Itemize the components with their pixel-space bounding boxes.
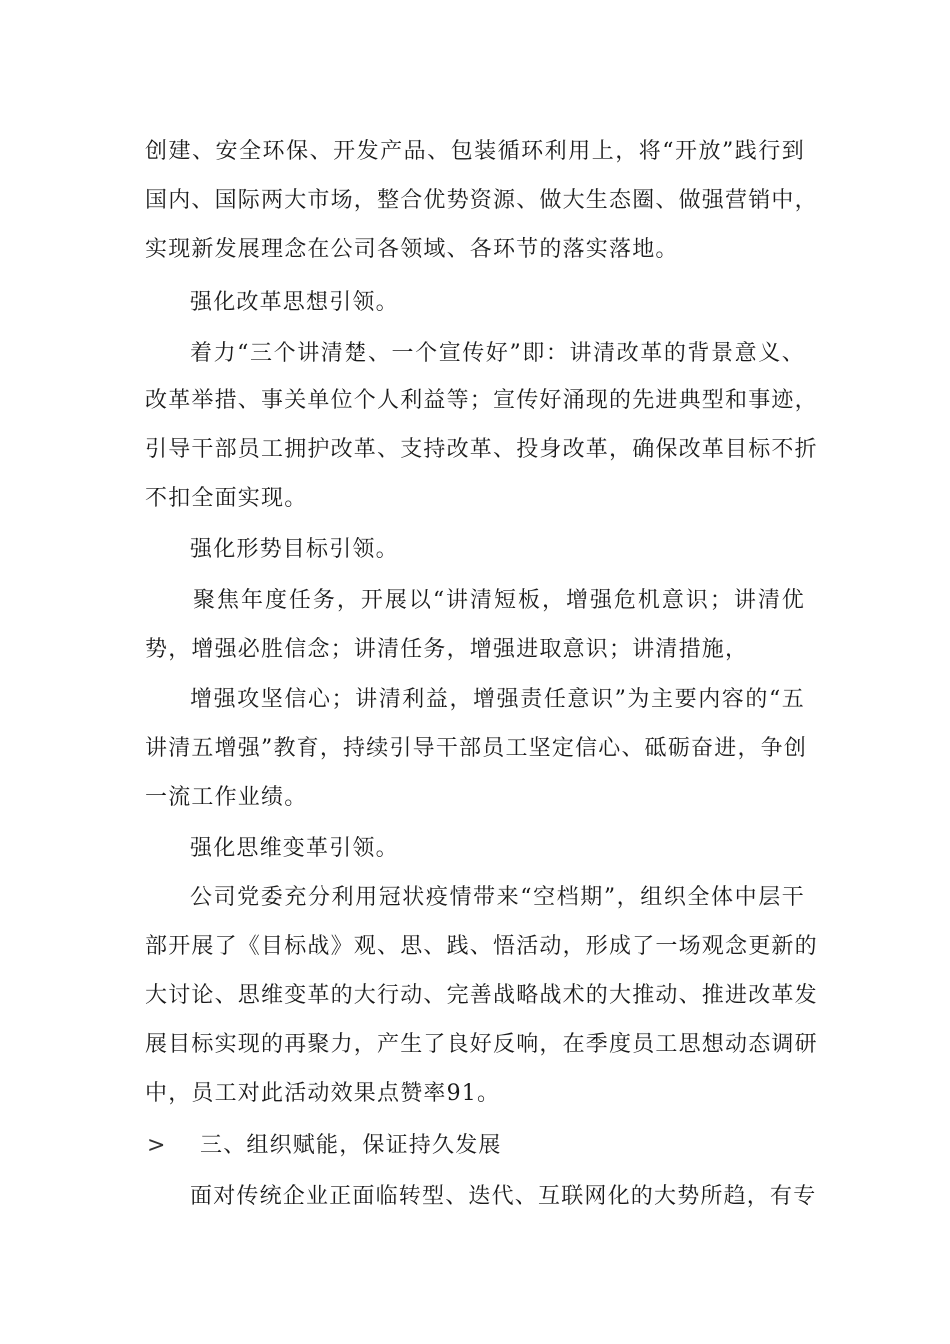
paragraph-line: 公司党委充分利用冠状疫情带来“空档期”，组织全体中层干 — [190, 885, 805, 910]
section-heading: 强化形势目标引领。 — [190, 537, 399, 562]
paragraph-line: 大讨论、思维变革的大行动、完善战略战术的大推动、推进改革发 — [145, 983, 818, 1008]
paragraph-line: 聚焦年度任务，开展以“讲清短板，增强危机意识；讲清优 — [193, 588, 805, 613]
paragraph-line: 实现新发展理念在公司各领域、各环节的落实落地。 — [145, 237, 679, 262]
paragraph-line: 增强攻坚信心；讲清利益，增强责任意识”为主要内容的“五 — [190, 687, 805, 712]
paragraph-line: 创建、安全环保、开发产品、包装循环利用上，将“开放”践行到 — [145, 139, 805, 164]
paragraph-line: 展目标实现的再聚力，产生了良好反响，在季度员工思想动态调研 — [145, 1032, 818, 1057]
paragraph-line: 中，员工对此活动效果点赞率91。 — [145, 1081, 501, 1106]
section-heading: 强化改革思想引领。 — [190, 290, 399, 315]
paragraph-line: 着力“三个讲清楚、一个宣传好”即：讲清改革的背景意义、 — [190, 341, 805, 366]
paragraph-line: 引导干部员工拥护改革、支持改革、投身改革，确保改革目标不折 — [145, 437, 818, 462]
paragraph-line: 势，增强必胜信念；讲清任务，增强进取意识；讲清措施， — [145, 637, 749, 662]
paragraph-line: 部开展了《目标战》观、思、践、悟活动，形成了一场观念更新的 — [145, 934, 818, 959]
chapter-heading: 三、组织赋能，保证持久发展 — [200, 1133, 502, 1158]
paragraph-line: 讲清五增强”教育，持续引导干部员工坚定信心、砥砺奋进，争创 — [145, 736, 808, 761]
paragraph-line: 一流工作业绩。 — [145, 785, 308, 810]
paragraph-line: 不扣全面实现。 — [145, 486, 308, 511]
section-heading: 强化思维变革引领。 — [190, 836, 399, 861]
bullet-arrow-icon: > — [147, 1133, 166, 1158]
paragraph-line: 国内、国际两大市场，整合优势资源、做大生态圈、做强营销中， — [145, 188, 818, 213]
paragraph-line: 面对传统企业正面临转型、迭代、互联网化的大势所趋，有专 — [190, 1184, 817, 1209]
paragraph-line: 改革举措、事关单位个人利益等；宣传好涌现的先进典型和事迹， — [145, 388, 818, 413]
